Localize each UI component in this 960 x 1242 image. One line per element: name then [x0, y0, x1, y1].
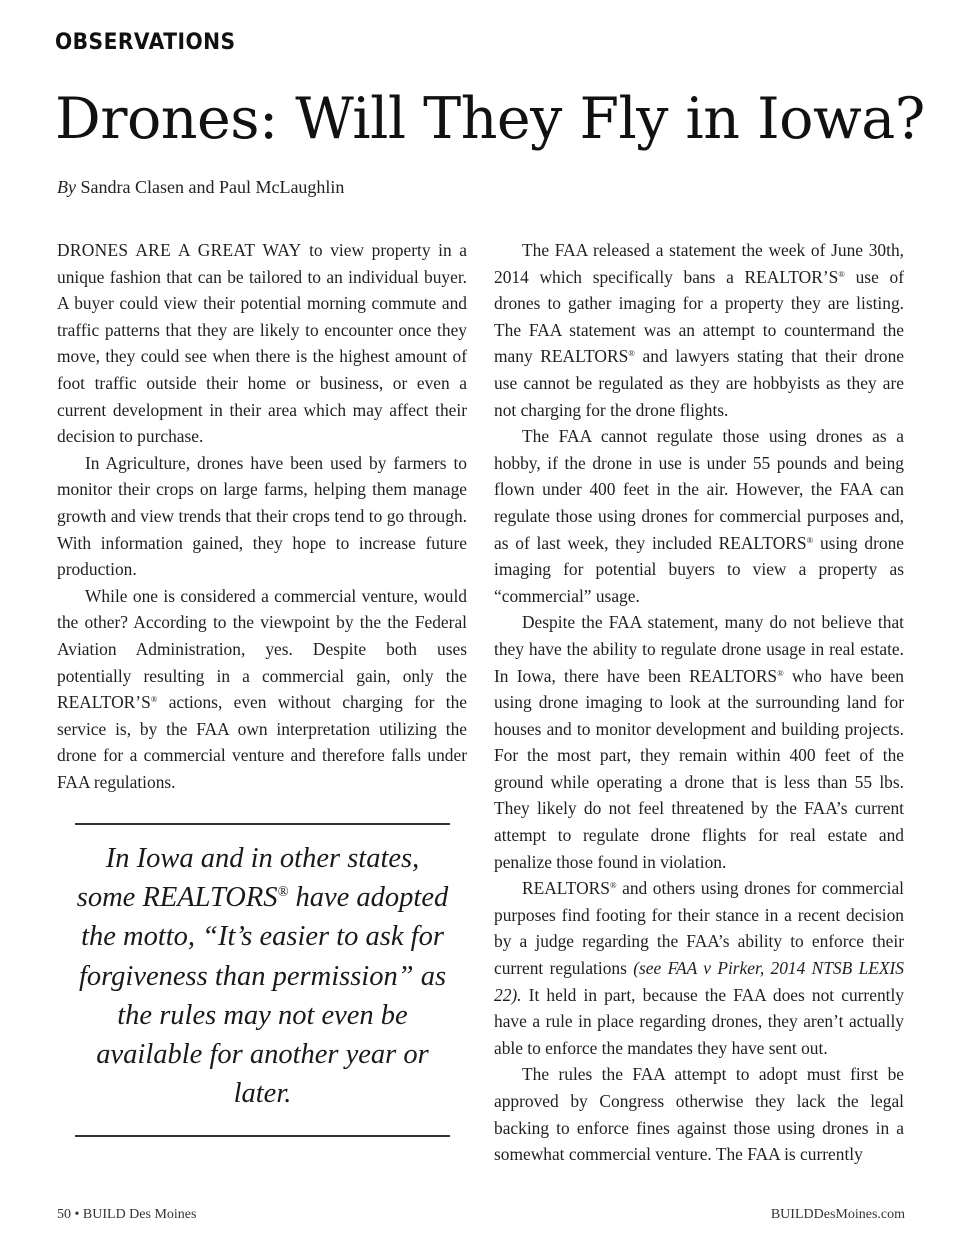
- left-paragraph-3: While one is considered a commercial venture, would the other? According to the viewpoint by the the Federal Aviation Administration, yes. Despite both uses potentially resulting in a commercial gain, only the REALTOR’S® actions, even without charging for the service is, by the FAA own interpretation utilizing the drone for a commercial venture and therefore falls under FAA regulations.: [57, 585, 467, 792]
- article-title: Drones: Will They Fly in Iowa?: [55, 86, 925, 152]
- right-paragraph-2: The FAA cannot regulate those using drones as a hobby, if the drone in use is under 55 pounds and being flown under 400 feet in the air. However, the FAA can regulate those using drones for commercial purposes and, as of last week, they included REALTORS® using drone imaging for potential buyers to view a property as “commercial” usage.: [494, 426, 904, 606]
- right-paragraph-3: Despite the FAA statement, many do not believe that they have the ability to regulate drone usage in real estate. In Iowa, there have been REALTORS® who have been using drone imaging to look at the surrounding land for houses and to monitor development and building projects. For the most part, they remain within 400 feet of the ground while operating a drone that is less than 55 lbs. They likely do not feel threatened by the FAA’s current attempt to regulate drone flights for real estate and penalize those found in violation.: [494, 612, 904, 872]
- registered-mark: ®: [806, 534, 814, 545]
- case-citation: (see FAA v Pirker, 2014 NTSB LEXIS 22).: [494, 958, 905, 1005]
- right-paragraph-1: The FAA released a statement the week of June 30th, 2014 which specifically bans a REALTOR’S® use of drones to gather imaging for a property they are listing. The FAA statement was an attempt to countermand the many REALTORS® and lawyers stating that their drone use cannot be regulated as they are hobbyists as they are not charging for the drone flights.: [494, 240, 904, 420]
- right-column: [494, 237, 904, 1168]
- registered-mark: ®: [277, 884, 289, 901]
- byline: [57, 177, 344, 198]
- right-paragraph-4: REALTORS® and others using drones for commercial purposes find footing for their stance in a recent decision by a judge regarding the FAA’s ability to enforce their current regulations (see FAA v Pirker, 2014 NTSB LEXIS 22). It held in part, because the FAA does not currently have a rule in place regarding drones, they aren’t actually able to enforce the mandates they have sent out.: [494, 878, 905, 1058]
- registered-mark: ®: [838, 268, 845, 279]
- footer-website: BUILDDesMoines.com: [770, 1207, 905, 1222]
- left-paragraph-1: DRONES ARE A GREAT WAY to view property in a unique fashion that can be tailored to an individual buyer. A buyer could view their potential morning commute and traffic patterns that they are likely to encounter once they move, they could see when there is the highest amount of foot traffic outside their home or business, or even a current development in their area which may affect their decision to purchase.: [57, 240, 467, 447]
- pull-quote-text: In Iowa and in other states, some REALTORS® have adopted the motto, “It’s easier to ask for forgiveness than permission” as the rules may not even be available for another year or later.: [76, 843, 449, 1110]
- registered-mark: ®: [150, 694, 158, 705]
- lead-in: DRONES ARE A GREAT WAY: [57, 240, 302, 260]
- pull-quote: [75, 823, 450, 1137]
- registered-mark: ®: [777, 667, 784, 678]
- registered-mark: ®: [628, 348, 635, 359]
- registered-mark: ®: [609, 880, 617, 891]
- byline-by: By: [57, 177, 76, 197]
- left-column: [57, 237, 467, 795]
- footer-page-info: 50 • BUILD Des Moines: [57, 1207, 197, 1222]
- byline-authors: Sandra Clasen and Paul McLaughlin: [80, 177, 345, 197]
- left-paragraph-2: In Agriculture, drones have been used by farmers to monitor their crops on large farms, helping them manage growth and view trends that their crops tend to go through. With information gained, they hope to increase future production.: [57, 452, 467, 580]
- right-paragraph-5: The rules the FAA attempt to adopt must first be approved by Congress otherwise they lack the legal backing to enforce fines against those using drones in a somewhat commercial venture. The FAA is currently: [494, 1064, 904, 1165]
- section-label: OBSERVATIONS: [55, 30, 236, 55]
